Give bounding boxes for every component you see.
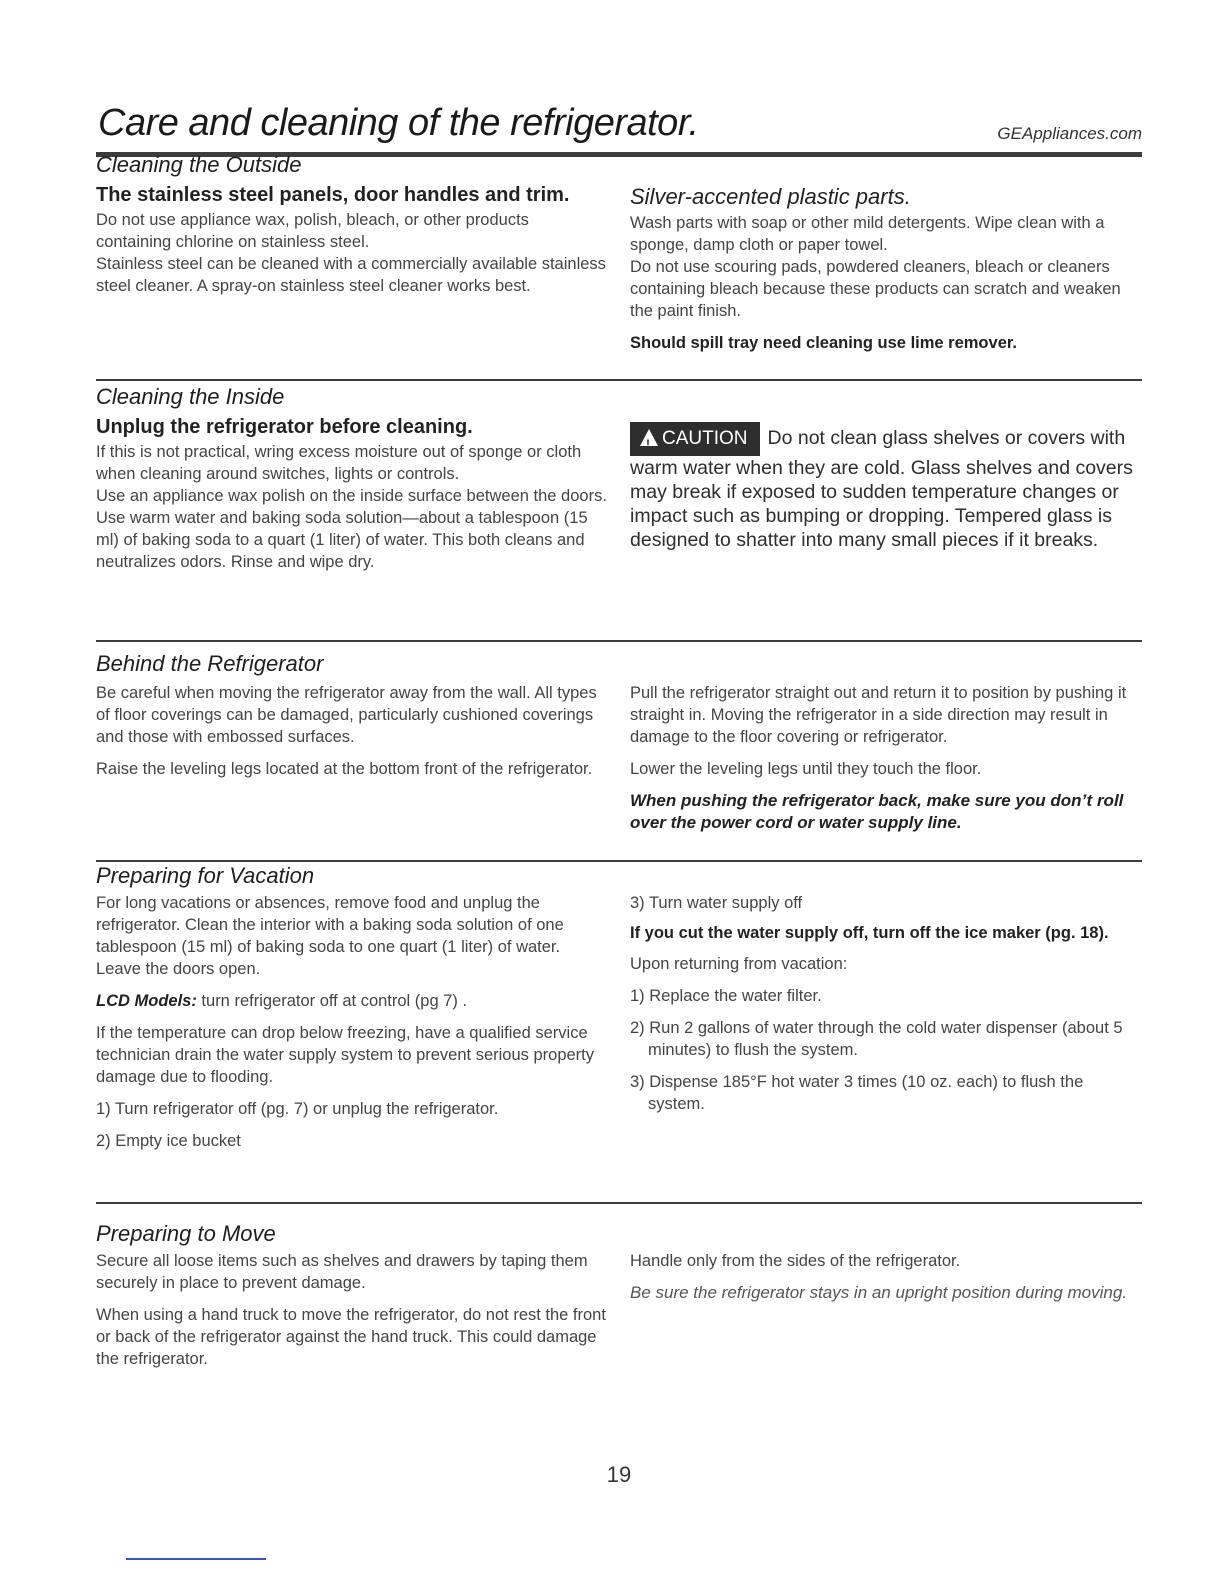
section-title-cleaning-outside: Cleaning the Outside (96, 152, 302, 177)
move-paragraph-3: Handle only from the sides of the refrigerator. (630, 1252, 961, 1270)
ice-maker-note: If you cut the water supply off, turn off the ice maker (pg. 18). (630, 924, 1109, 942)
silver-plastic-heading: Silver-accented plastic parts. (630, 184, 911, 209)
behind-paragraph-2: Raise the leveling legs located at the bottom front of the refrigerator. (96, 760, 593, 778)
caution-badge (630, 422, 760, 456)
page-title: Care and cleaning of the refrigerator. (98, 102, 699, 144)
section-divider (96, 379, 1142, 381)
move-left-column (96, 1250, 608, 1370)
vacation-step-2: 2) Empty ice bucket (96, 1132, 241, 1150)
caution-label: CAUTION (662, 428, 748, 449)
vacation-right-column (630, 892, 1142, 1115)
plastic-paragraph-1: Wash parts with soap or other mild detergents. Wipe clean with a sponge, damp cloth or paper towel. (630, 214, 1105, 254)
returning-label: Upon returning from vacation: (630, 955, 848, 973)
move-paragraph-1: Secure all loose items such as shelves and drawers by taping them securely in place to prevent damage. (96, 1252, 588, 1292)
return-step-3: 3) Dispense 185°F hot water 3 times (10 oz. each) to flush the system. (630, 1073, 1084, 1113)
inside-paragraph-3: Use warm water and baking soda solution—about a tablespoon (15 ml) of baking soda to a quart (1 liter) of water. This both cleans and neutralizes odors. Rinse and wipe dry. (96, 509, 588, 571)
section-title-behind: Behind the Refrigerator (96, 651, 324, 676)
lcd-models-label: LCD Models: (96, 992, 197, 1010)
warning-icon: ! (640, 429, 658, 446)
upright-note: Be sure the refrigerator stays in an upright position during moving. (630, 1283, 1128, 1302)
move-right-column (630, 1250, 1142, 1304)
stainless-steel-heading: The stainless steel panels, door handles and trim. (96, 184, 570, 206)
section-title-move: Preparing to Move (96, 1221, 276, 1246)
inside-left-column (96, 416, 608, 573)
website-url: GEAppliances.com (997, 124, 1142, 143)
footer-link-line (126, 1558, 266, 1560)
return-step-1: 1) Replace the water filter. (630, 987, 822, 1005)
vacation-left-column (96, 892, 608, 1152)
vacation-paragraph-2: If the temperature can drop below freezing, have a qualified service technician drain the water supply system to prevent serious property damage due to flooding. (96, 1024, 594, 1086)
section-divider (96, 1202, 1142, 1204)
behind-paragraph-1: Be careful when moving the refrigerator away from the wall. All types of floor coverings can be damaged, particularly cushioned coverings and those with embossed surfaces. (96, 684, 597, 746)
outside-right-column (630, 184, 1142, 353)
section-divider (96, 860, 1142, 862)
behind-paragraph-4: Lower the leveling legs until they touch the floor. (630, 760, 982, 778)
section-title-cleaning-inside: Cleaning the Inside (96, 384, 285, 409)
caution-text: Do not clean glass shelves or covers with warm water when they are cold. Glass shelves and covers may break if exposed to sudden temperature changes or impact such as bumping or dropping. Tempered glass is designed to shatter into many small pieces if it breaks. (630, 427, 1133, 551)
outside-left-column (96, 184, 608, 297)
inside-paragraph-2: Use an appliance wax polish on the inside surface between the doors. (96, 487, 607, 505)
lcd-models-text: turn refrigerator off at control (pg 7) . (196, 992, 468, 1010)
stainless-paragraph-2: Stainless steel can be cleaned with a commercially available stainless steel cleaner. A spray-on stainless steel cleaner works best. (96, 255, 606, 295)
page-number: 19 (606, 1462, 632, 1487)
vacation-step-3: 3) Turn water supply off (630, 894, 803, 912)
lcd-models-line (96, 990, 608, 1012)
power-cord-warning: When pushing the refrigerator back, make sure you don’t roll over the power cord or water supply line. (630, 791, 1124, 832)
vacation-paragraph-1: For long vacations or absences, remove food and unplug the refrigerator. Clean the interior with a baking soda solution of one tablespoon (15 ml) of baking soda to one quart (1 liter) of water. Leave the doors open. (96, 894, 564, 978)
section-divider (96, 640, 1142, 642)
behind-right-column (630, 682, 1142, 834)
caution-paragraph (630, 422, 1142, 552)
page-header (96, 102, 1142, 154)
inside-right-column (630, 422, 1142, 552)
behind-left-column (96, 682, 608, 780)
inside-paragraph-1: If this is not practical, wring excess moisture out of sponge or cloth when cleaning around switches, lights or controls. (96, 443, 582, 483)
plastic-paragraph-2: Do not use scouring pads, powdered cleaners, bleach or cleaners containing bleach because these products can scratch and weaken the paint finish. (630, 258, 1121, 320)
stainless-paragraph-1: Do not use appliance wax, polish, bleach, or other products containing chlorine on stainless steel. (96, 211, 529, 251)
spill-tray-note: Should spill tray need cleaning use lime remover. (630, 334, 1017, 352)
return-step-2: 2) Run 2 gallons of water through the cold water dispenser (about 5 minutes) to flush the system. (630, 1019, 1123, 1059)
vacation-step-1: 1) Turn refrigerator off (pg. 7) or unplug the refrigerator. (96, 1100, 499, 1118)
behind-paragraph-3: Pull the refrigerator straight out and return it to position by pushing it straight in. Moving the refrigerator in a side direction may result in damage to the floor covering or refrigerator. (630, 684, 1127, 746)
section-title-vacation: Preparing for Vacation (96, 863, 315, 888)
move-paragraph-2: When using a hand truck to move the refrigerator, do not rest the front or back of the refrigerator against the hand truck. This could damage the refrigerator. (96, 1306, 606, 1368)
unplug-heading: Unplug the refrigerator before cleaning. (96, 416, 473, 438)
